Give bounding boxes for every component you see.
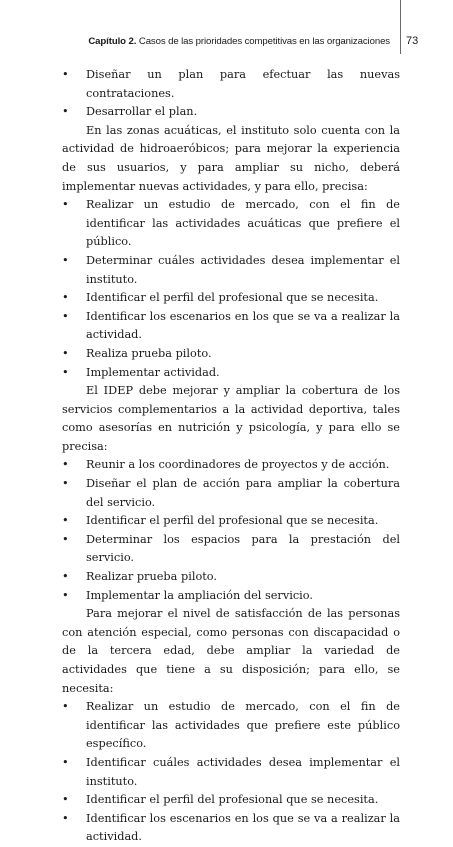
list-item-text: Identificar los escenarios en los que se va a realizar la actividad. bbox=[86, 309, 400, 342]
bullet-list bbox=[62, 66, 400, 122]
list-item-text: Realizar prueba piloto. bbox=[86, 570, 217, 584]
bullet-icon: • bbox=[62, 570, 69, 584]
running-header bbox=[0, 36, 390, 47]
list-item bbox=[62, 308, 400, 345]
list-item bbox=[62, 364, 400, 383]
body-paragraph: El IDEP debe mejorar y ampliar la cobertura de los servicios complementarios a la actividad deportiva, tales como asesorías en nutrición y psicología, y para ello se precisa: bbox=[62, 384, 400, 453]
bullet-icon: • bbox=[62, 198, 69, 212]
list-item bbox=[62, 252, 400, 289]
bullet-list bbox=[62, 196, 400, 382]
list-item-text: Realizar un estudio de mercado, con el fin de identificar las actividades acuáticas que prefiere el público. bbox=[86, 198, 400, 249]
bullet-icon: • bbox=[62, 105, 69, 119]
bullet-icon: • bbox=[62, 477, 69, 491]
bullet-icon: • bbox=[62, 532, 69, 546]
bullet-icon: • bbox=[62, 588, 69, 602]
bullet-icon: • bbox=[62, 700, 69, 714]
bullet-icon: • bbox=[62, 291, 69, 305]
list-item-text: Identificar el perfil del profesional que se necesita. bbox=[86, 291, 379, 305]
list-item bbox=[62, 512, 400, 531]
page-number: 73 bbox=[406, 35, 419, 47]
list-item bbox=[62, 810, 400, 847]
bullet-icon: • bbox=[62, 811, 69, 825]
bullet-list bbox=[62, 698, 400, 847]
list-item-text: Determinar los espacios para la prestación del servicio. bbox=[86, 532, 400, 565]
list-item-text: Implementar la ampliación del servicio. bbox=[86, 588, 313, 602]
list-item-text: Diseñar un plan para efectuar las nuevas contrataciones. bbox=[86, 68, 400, 100]
bullet-list bbox=[62, 456, 400, 605]
body-paragraph: En las zonas acuáticas, el instituto solo cuenta con la actividad de hidroaeróbicos; para mejorar la experiencia de sus usuarios, y para ampliar su nicho, deberá implementar nuevas actividades, y para ello, precisa: bbox=[62, 123, 400, 193]
list-item bbox=[62, 345, 400, 364]
list-item bbox=[62, 196, 400, 252]
list-item bbox=[62, 531, 400, 568]
list-item-text: Identificar el perfil del profesional que se necesita. bbox=[86, 514, 379, 528]
list-item bbox=[62, 791, 400, 810]
bullet-icon: • bbox=[62, 68, 69, 81]
list-item-text: Identificar cuáles actividades desea implementar el instituto. bbox=[86, 755, 400, 788]
bullet-icon: • bbox=[62, 514, 69, 528]
bullet-icon: • bbox=[62, 755, 69, 769]
list-item bbox=[62, 456, 400, 475]
list-item bbox=[62, 103, 400, 122]
list-item bbox=[62, 754, 400, 791]
chapter-label: Capítulo 2. bbox=[88, 36, 137, 47]
list-item bbox=[62, 698, 400, 754]
body-paragraph: Para mejorar el nivel de satisfacción de las personas con atención especial, como personas con discapacidad o de la tercera edad, debe ampliar la variedad de actividades que tiene a su disposición; para ello, se necesita: bbox=[62, 607, 400, 695]
bullet-icon: • bbox=[62, 365, 69, 379]
list-item-text: Realiza prueba piloto. bbox=[86, 346, 212, 360]
list-item-text: Realizar un estudio de mercado, con el fin de identificar las actividades que prefiere este público específico. bbox=[86, 700, 400, 751]
list-item bbox=[62, 568, 400, 587]
list-item-text: Determinar cuáles actividades desea implementar el instituto. bbox=[86, 253, 400, 286]
list-item bbox=[62, 475, 400, 512]
list-item-text: Identificar los escenarios en los que se va a realizar la actividad. bbox=[86, 811, 400, 844]
list-item-text: Implementar actividad. bbox=[86, 365, 220, 379]
list-item-text: Reunir a los coordinadores de proyectos y de acción. bbox=[86, 458, 390, 472]
bullet-icon: • bbox=[62, 253, 69, 267]
bullet-icon: • bbox=[62, 309, 69, 323]
list-item bbox=[62, 66, 400, 103]
list-item bbox=[62, 289, 400, 308]
header-divider bbox=[400, 0, 401, 54]
bullet-icon: • bbox=[62, 793, 69, 807]
list-item-text: Identificar el perfil del profesional que se necesita. bbox=[86, 793, 379, 807]
chapter-title: Casos de las prioridades competitivas en las organizaciones bbox=[138, 36, 390, 47]
list-item bbox=[62, 587, 400, 606]
bullet-icon: • bbox=[62, 458, 69, 472]
bullet-icon: • bbox=[62, 346, 69, 360]
list-item-text: Desarrollar el plan. bbox=[86, 105, 198, 119]
list-item-text: Diseñar el plan de acción para ampliar la cobertura del servicio. bbox=[86, 477, 400, 509]
page-body bbox=[62, 66, 400, 847]
